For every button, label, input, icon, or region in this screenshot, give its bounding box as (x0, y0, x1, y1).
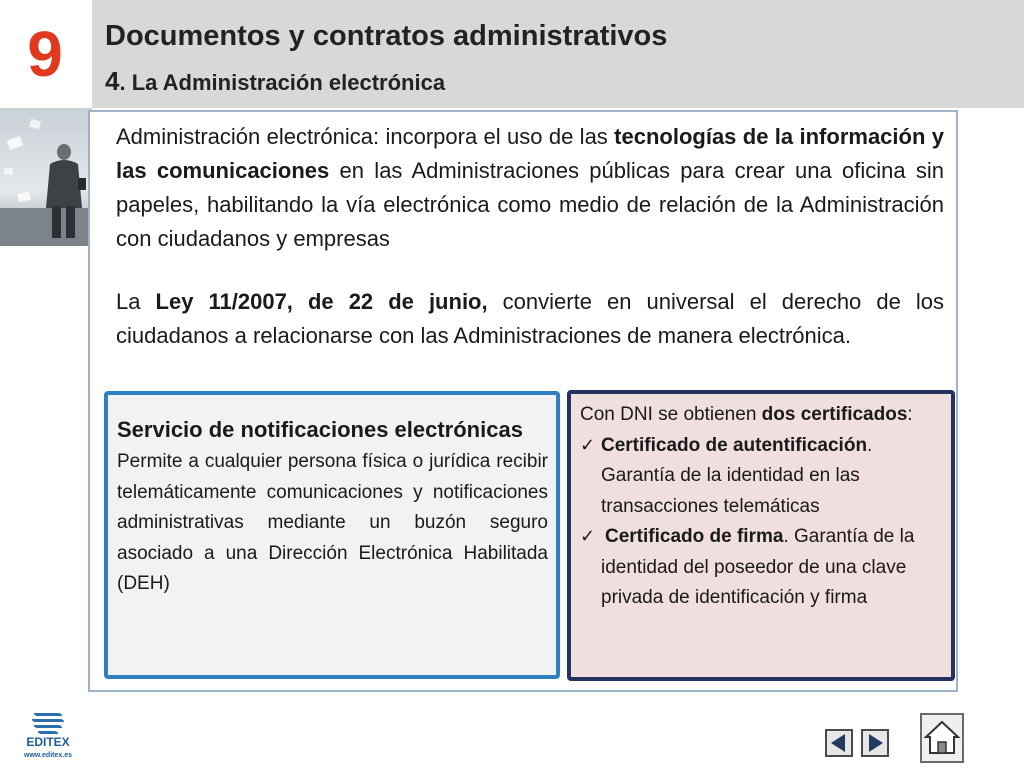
dni-certificates-box (567, 390, 955, 681)
intro-text: La (116, 289, 156, 314)
editex-logo (18, 711, 78, 761)
section-title: . La Administración electrónica (119, 70, 446, 95)
cert-item (580, 431, 941, 523)
intro-text: convierte en universal el derecho de los ciudadanos a relacionarse con las Administraciones de manera electrónica. (116, 289, 944, 348)
chapter-number: 9 (27, 18, 63, 90)
arrow-right-icon (861, 729, 889, 757)
checkmark-icon: ✓ (580, 526, 596, 547)
cert-name: Certificado de autentificación (601, 434, 868, 456)
law-reference: Ley 11/2007, de 22 de junio, (155, 289, 488, 314)
slide-title: Documentos y contratos administrativos (105, 20, 668, 52)
checkmark-icon: ✓ (580, 434, 596, 456)
editex-brand: EDITEX (26, 735, 70, 749)
home-button[interactable] (920, 713, 964, 763)
businessman-photo (0, 108, 92, 246)
cert-desc: . Garantía de la identidad del poseedor de una clave privada de identificación y firma (601, 526, 915, 608)
notifications-box (104, 391, 560, 679)
section-number: 4 (105, 66, 120, 96)
dni-intro-text: Con DNI se obtienen (580, 404, 762, 425)
arrow-left-icon (825, 729, 853, 757)
cert-item (580, 522, 941, 614)
intro-text: Administración electrónica: incorpora el uso de las (116, 124, 615, 149)
dni-intro (580, 400, 941, 431)
intro-paragraph-2 (116, 285, 944, 353)
intro-bold: tecnologías de la información y las comunicaciones (116, 124, 944, 183)
chapter-badge (0, 0, 90, 108)
intro-text: en las Administraciones públicas para crear una oficina sin papeles, habilitando la vía electrónica como medio de relación de la Administración con ciudadanos y empresas (116, 158, 944, 251)
slide-header (92, 0, 1024, 108)
home-icon (920, 713, 964, 763)
notifications-body: Permite a cualquier persona física o jurídica recibir telemáticamente comunicaciones y notificaciones administrativas mediante un buzón seguro asociado a una Dirección Electrónica Habilitada (DEH) (117, 451, 548, 594)
editex-url: www.editex.es (24, 752, 72, 759)
dni-intro-bold: dos certificados (761, 404, 908, 425)
dni-intro-text: : (907, 404, 913, 425)
cert-desc: . Garantía de la identidad en las transacciones telemáticas (601, 434, 873, 517)
cert-name: Certificado de firma (605, 526, 784, 547)
previous-slide-button[interactable] (825, 729, 853, 757)
intro-paragraph-1 (116, 120, 944, 256)
slide-subtitle (105, 66, 445, 97)
next-slide-button[interactable] (861, 729, 889, 757)
notifications-title: Servicio de notificaciones electrónicas (117, 417, 523, 442)
